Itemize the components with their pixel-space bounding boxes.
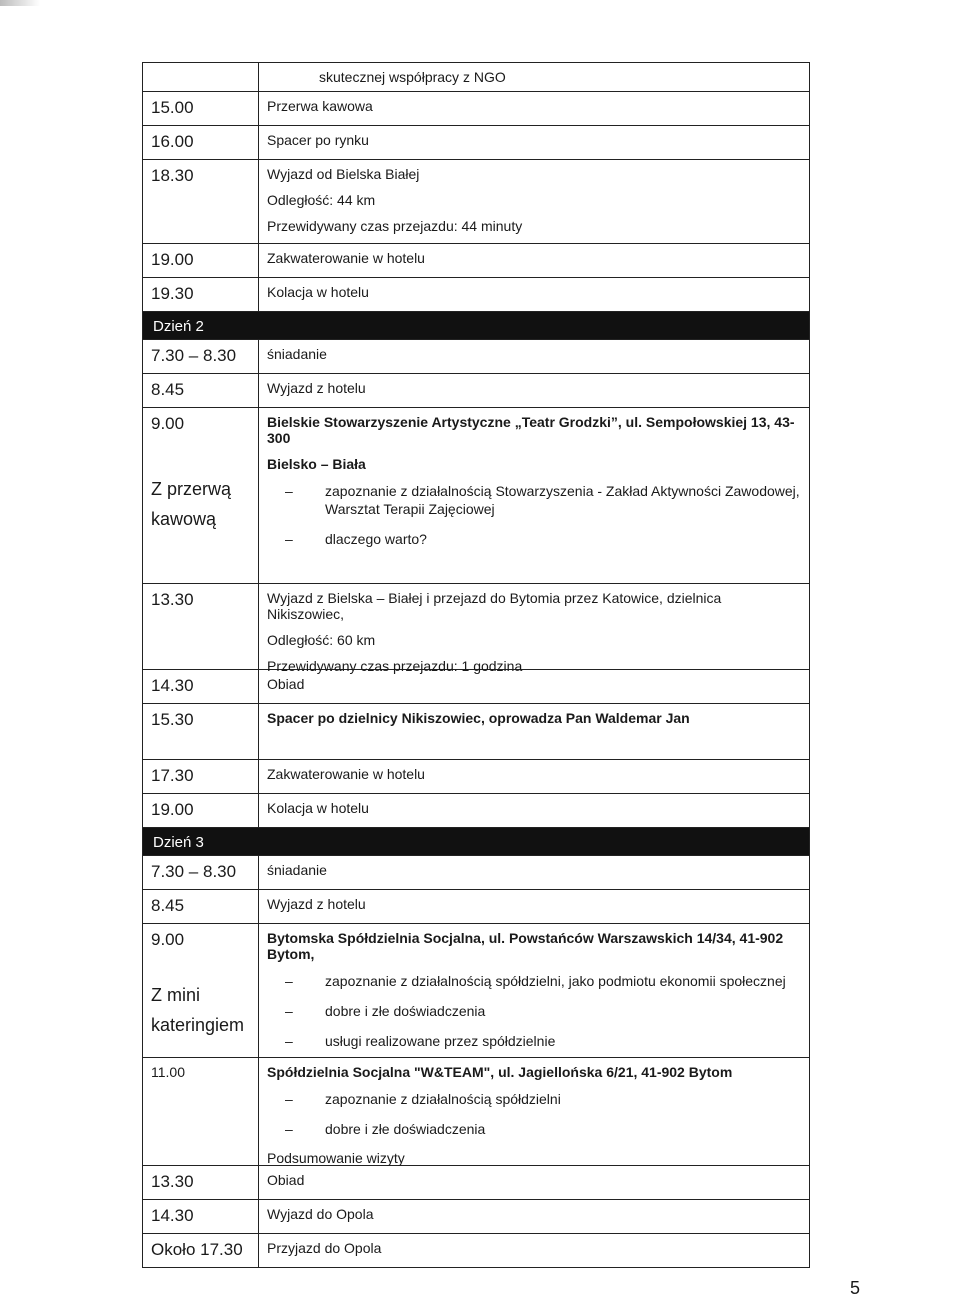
list-item: – zapoznanie z działalnością spółdzielni [285, 1091, 561, 1107]
table-row [143, 339, 809, 373]
table-row [143, 759, 809, 793]
table-row [143, 91, 809, 125]
table-row [143, 1057, 809, 1165]
desc-cell: Przerwa kawowa [267, 98, 373, 114]
time-cell [143, 63, 259, 91]
list-item: – dobre i złe doświadczenia [285, 1121, 486, 1137]
desc-cell: Spółdzielnia Socjalna "W&TEAM", ul. Jagiellońska 6/21, 41-902 Bytom – zapoznanie z działalnością spółdzielni – dobre i złe doświadczenia Podsumowanie wizyty [259, 1058, 809, 1165]
desc-cell: Zakwaterowanie w hotelu [267, 250, 425, 266]
table-row [143, 889, 809, 923]
desc-cell: Obiad [267, 1172, 305, 1188]
time-cell: 19.00 [143, 244, 259, 277]
list-item: – dobre i złe doświadczenia [285, 1003, 486, 1019]
desc-cell: śniadanie [267, 862, 327, 878]
scan-artifact [0, 0, 40, 6]
time-cell: 9.00 Z mini kateringiem [143, 924, 259, 1057]
time-cell: 14.30 [143, 670, 259, 703]
desc-cell: śniadanie [267, 346, 327, 362]
time-cell: 7.30 – 8.30 [143, 856, 259, 889]
time-cell: 9.00 Z przerwą kawową [143, 408, 259, 583]
desc-cell: Wyjazd z hotelu [267, 896, 366, 912]
list-item: – zapoznanie z działalnością spółdzielni, jako podmiotu ekonomii społecznej [285, 973, 786, 989]
day-2-header: Dzień 2 [143, 311, 809, 339]
time-cell: 19.30 [143, 278, 259, 311]
table-row [143, 855, 809, 889]
table-row [143, 1165, 809, 1199]
table-row [143, 125, 809, 159]
desc-cell: Wyjazd z hotelu [267, 380, 366, 396]
desc-cell: Spacer po rynku [267, 132, 369, 148]
time-cell: 11.00 [143, 1058, 259, 1165]
time-cell: 8.45 [143, 374, 259, 407]
time-cell: 19.00 [143, 794, 259, 827]
time-cell: 16.00 [143, 126, 259, 159]
desc-cell: Kolacja w hotelu [267, 800, 369, 816]
time-cell: 13.30 [143, 1166, 259, 1199]
table-row [143, 923, 809, 1057]
page-number: 5 [850, 1278, 861, 1298]
list-item: – zapoznanie z działalnością Stowarzyszenia - Zakład Aktywności Zawodowej, Warsztat Terapii Zajęciowej [285, 483, 800, 517]
schedule-table [142, 62, 810, 1268]
desc-cell: Wyjazd z Bielska – Białej i przejazd do Bytomia przez Katowice, dzielnica Nikiszowiec, Odległość: 60 km Przewidywany czas przejazdu: 1 godzina [267, 590, 722, 674]
desc-cell: Wyjazd od Bielska Białej Odległość: 44 km Przewidywany czas przejazdu: 44 minuty [267, 166, 523, 234]
table-row [143, 583, 809, 674]
table-row [143, 159, 809, 243]
table-row [143, 703, 809, 759]
table-row [143, 373, 809, 407]
table-row [143, 407, 809, 583]
table-row [143, 1199, 809, 1233]
time-cell: 15.30 [143, 704, 259, 759]
list-item: – usługi realizowane przez spółdzielnie [285, 1033, 556, 1049]
table-row [143, 1233, 809, 1267]
table-row [143, 277, 809, 311]
table-row [143, 243, 809, 277]
table-row [143, 793, 809, 827]
desc-cell: Bytomska Spółdzielnia Socjalna, ul. Powstańców Warszawskich 14/34, 41-902 Bytom, – zapoznanie z działalnością spółdzielni, jako podmiotu ekonomii społecznej – dobre i złe doświadczenia – usługi realizowane przez spółdzielnie [259, 924, 809, 1057]
desc-cell: Bielskie Stowarzyszenie Artystyczne „Teatr Grodzki”, ul. Sempołowskiej 13, 43-300 Bielsko – Biała – zapoznanie z działalnością Stowarzyszenia - Zakład Aktywności Zawodowej, Warsztat Terapii Zajęciowej – dlaczego warto? [267, 414, 800, 547]
desc-cell: Spacer po dzielnicy Nikiszowiec, oprowadza Pan Waldemar Jan [267, 710, 690, 726]
time-cell: 8.45 [143, 890, 259, 923]
table-row [143, 669, 809, 703]
time-cell: Około 17.30 [143, 1234, 259, 1267]
desc-cell: Kolacja w hotelu [267, 284, 369, 300]
day-3-header: Dzień 3 [143, 827, 809, 855]
time-cell: 18.30 [143, 160, 259, 243]
desc-cell: skutecznej współpracy z NGO [319, 69, 506, 85]
time-cell: 15.00 [143, 92, 259, 125]
desc-cell: Wyjazd do Opola [267, 1206, 374, 1222]
time-cell: 13.30 [143, 584, 259, 669]
desc-cell: Przyjazd do Opola [267, 1240, 382, 1256]
desc-cell: Obiad [267, 676, 305, 692]
time-cell: 14.30 [143, 1200, 259, 1233]
time-cell: 17.30 [143, 760, 259, 793]
list-item: – dlaczego warto? [285, 531, 427, 547]
time-cell: 7.30 – 8.30 [143, 340, 259, 373]
table-row [143, 63, 809, 91]
desc-cell: Zakwaterowanie w hotelu [267, 766, 425, 782]
